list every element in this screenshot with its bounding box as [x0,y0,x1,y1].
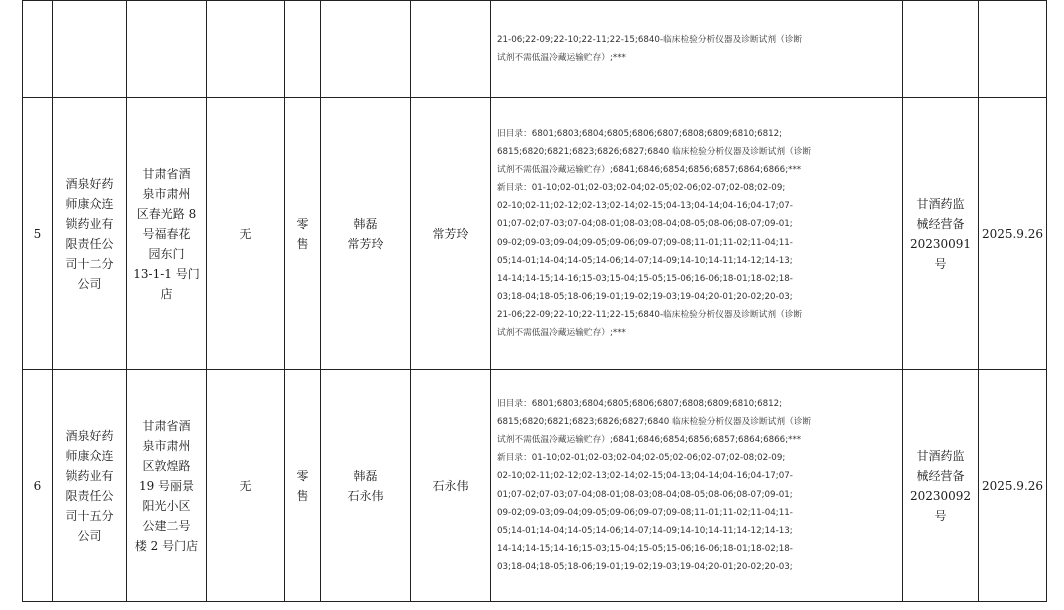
business-address-line: 阳光小区 [142,498,191,513]
business-scope-line: 05;14-01;14-04;14-05;14-06;14-07;14-09;14-10;14-11;14-12;14-13; [497,525,793,536]
company-name [53,1,127,98]
registration-number-line: 甘酒药监 [916,448,965,463]
business-address [127,1,207,98]
registration-number-line: 20230091 [909,236,972,251]
company-name-line: 酒泉好药 [65,428,114,443]
business-scope-line: 6815;6820;6821;6823;6826;6827;6840 临床检验分析仪器及诊断试剂（诊断 [497,417,812,428]
company-name-line: 师康众连 [65,196,114,211]
business-scope-line: 01;07-02;07-03;07-04;08-01;08-03;08-04;08-05;08-06;08-07;09-01; [497,489,793,500]
company-name-line: 锁药业有 [65,468,114,483]
responsible-person-line: 韩磊 [353,216,378,231]
business-scope-line: 05;14-01;14-04;14-05;14-06;14-07;14-09;14-10;14-11;14-12;14-13; [497,255,793,266]
business-scope [491,1,903,98]
row-number: 6 [23,370,53,602]
company-name-line: 锁药业有 [65,216,114,231]
business-mode-line: 售 [296,488,309,503]
business-scope-line: 6815;6820;6821;6823;6826;6827;6840 临床检验分析仪器及诊断试剂（诊断 [497,147,812,158]
warehouse-address: 无 [207,98,285,370]
company-name [53,370,127,602]
responsible-person-line: 韩磊 [353,468,378,483]
record-date [979,1,1047,98]
record-date: 2025.9.26 [979,370,1047,602]
registration-number-line: 号 [934,256,947,271]
business-scope-line: 14-14;14-15;14-16;15-03;15-04;15-05;15-06;16-06;18-01;18-02;18- [497,273,793,284]
business-scope-line: 03;18-04;18-05;18-06;19-01;19-02;19-03;19-04;20-01;20-02;20-03; [497,291,793,302]
business-scope-line: 旧目录：6801;6803;6804;6805;6806;6807;6808;6809;6810;6812; [497,399,783,410]
table-row [23,370,1047,602]
business-scope-line: 试剂不需低温冷藏运输贮存）;6841;6846;6854;6856;6857;6864;6866;*** [497,435,802,446]
company-name-line: 酒泉好药 [65,176,114,191]
business-mode [285,1,321,98]
company-name-line: 限责任公 [65,488,114,503]
business-scope-line: 新目录：01-10;02-01;02-03;02-04;02-05;02-06;02-07;02-08;02-09; [497,453,786,464]
quality-manager: 石永伟 [411,370,491,602]
business-address-line: 甘肃省酒 [142,166,191,181]
warehouse-address: 无 [207,370,285,602]
company-name-line: 司十五分 [65,508,114,523]
business-scope-line: 14-14;14-15;14-16;15-03;15-04;15-05;15-06;16-06;18-01;18-02;18- [497,543,793,554]
quality-manager: 常芳玲 [411,98,491,370]
business-scope-line: 试剂不需低温冷藏运输贮存）;6841;6846;6854;6856;6857;6864;6866;*** [497,165,802,176]
license-table [22,0,1047,602]
business-scope-line: 01;07-02;07-03;07-04;08-01;08-03;08-04;08-05;08-06;08-07;09-01; [497,219,793,230]
company-name-line: 公司 [77,276,102,291]
business-address [127,98,207,370]
business-mode-line: 售 [296,236,309,251]
business-scope-line: 21-06;22-09;22-10;22-11;22-15;6840-临床检验分析仪器及诊断试剂（诊断 [497,34,803,45]
row-number [23,1,53,98]
business-address-line: 区敦煌路 [142,458,191,473]
registration-number [903,370,979,602]
warehouse-address [207,1,285,98]
business-scope-line: 09-02;09-03;09-04;09-05;09-06;09-07;09-08;11-01;11-02;11-04;11- [497,507,793,518]
business-mode [285,98,321,370]
responsible-persons [321,370,411,602]
table-row [23,1,1047,98]
registration-number-line: 20230092 [909,488,972,503]
business-address-line: 店 [160,286,173,301]
registration-number-line: 械经营备 [916,216,965,231]
registration-number [903,98,979,370]
business-scope [491,98,903,370]
record-date: 2025.9.26 [979,98,1047,370]
company-name-line: 司十二分 [65,256,114,271]
business-scope-line: 02-10;02-11;02-12;02-13;02-14;02-15;04-13;04-14;04-16;04-17;07- [497,471,793,482]
business-address-line: 号福春花 [142,226,191,241]
company-name-line: 公司 [77,528,102,543]
business-mode [285,370,321,602]
business-address-line: 公建二号 [142,518,191,533]
business-mode-line: 零 [296,216,309,231]
business-mode-line: 零 [296,468,309,483]
company-name [53,98,127,370]
table-row [23,98,1047,370]
business-address-line: 19 号丽景 [138,478,195,493]
business-address-line: 13-1-1 号门 [133,266,200,281]
responsible-persons [321,98,411,370]
registration-number [903,1,979,98]
business-address-line: 泉市肃州 [142,186,191,201]
company-name-line: 限责任公 [65,236,114,251]
business-address-line: 甘肃省酒 [142,418,191,433]
business-scope-line: 09-02;09-03;09-04;09-05;09-06;09-07;09-08;11-01;11-02;11-04;11- [497,237,793,248]
responsible-person-line: 常芳玲 [347,236,384,251]
business-address-line: 泉市肃州 [142,438,191,453]
registration-number-line: 甘酒药监 [916,196,965,211]
business-scope [491,370,903,602]
responsible-persons [321,1,411,98]
business-scope-line: 03;18-04;18-05;18-06;19-01;19-02;19-03;19-04;20-01;20-02;20-03; [497,561,793,572]
business-scope-line: 旧目录：6801;6803;6804;6805;6806;6807;6808;6809;6810;6812; [497,128,783,139]
row-number: 5 [23,98,53,370]
business-address-line: 园东门 [148,246,185,261]
registration-number-line: 械经营备 [916,468,965,483]
business-address-line: 区春光路 8 [136,206,197,221]
responsible-person-line: 石永伟 [347,488,384,503]
business-scope-line: 试剂不需低温冷藏运输贮存）;*** [497,53,626,63]
business-scope-line: 试剂不需低温冷藏运输贮存）;*** [497,327,626,338]
business-address-line: 楼 2 号门店 [134,538,199,553]
company-name-line: 师康众连 [65,448,114,463]
registration-number-line: 号 [934,508,947,523]
quality-manager [411,1,491,98]
business-scope-line: 02-10;02-11;02-12;02-13;02-14;02-15;04-13;04-14;04-16;04-17;07- [497,201,793,212]
business-scope-line: 21-06;22-09;22-10;22-11;22-15;6840-临床检验分析仪器及诊断试剂（诊断 [497,309,803,320]
business-scope-line: 新目录：01-10;02-01;02-03;02-04;02-05;02-06;02-07;02-08;02-09; [497,183,786,194]
business-address [127,370,207,602]
